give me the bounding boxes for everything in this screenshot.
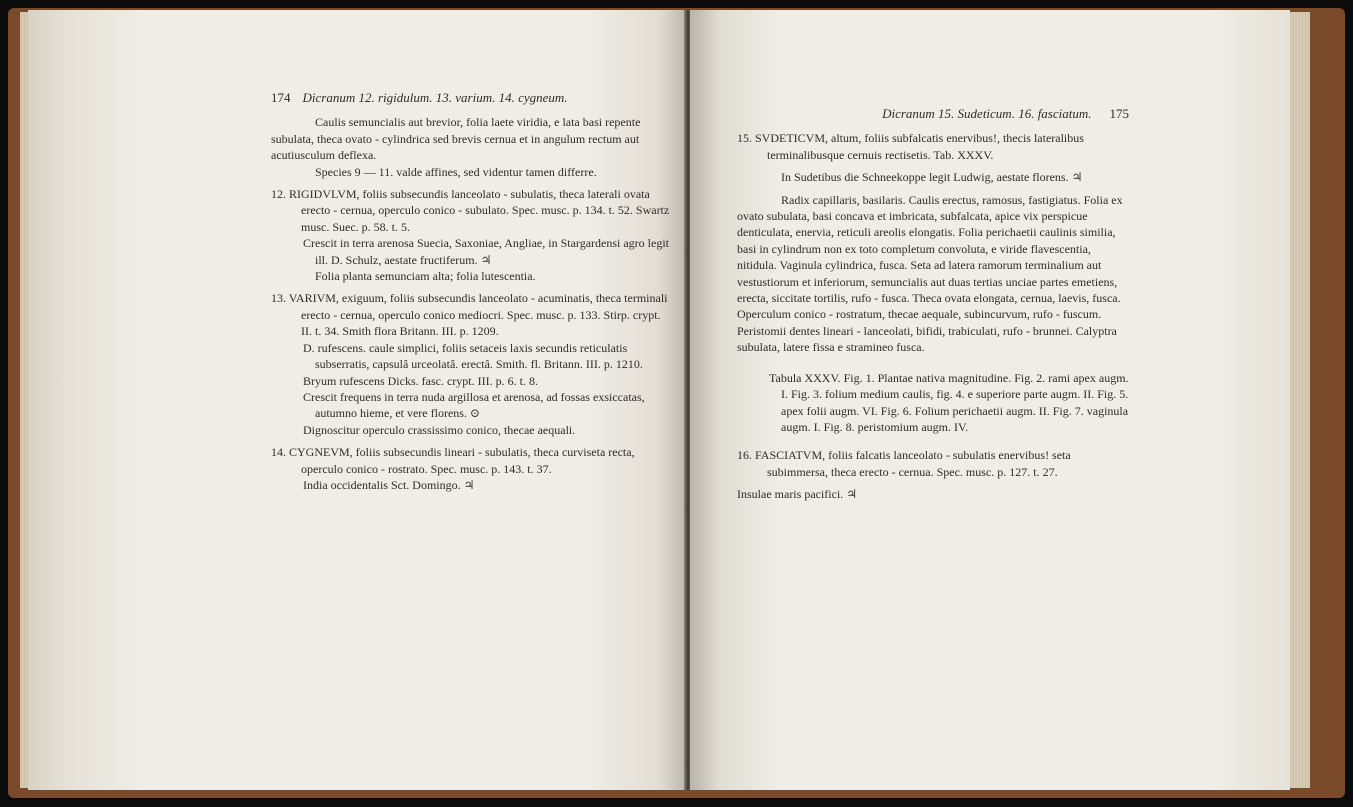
left-running-head	[271, 90, 671, 106]
paragraph-caulis: Caulis semuncialis aut brevior, folia laete viridia, e lata basi repente subulata, theca ovato - cylindrica sed brevis cernua et in angulum rectum aut acutiusculum deflexa.	[271, 115, 641, 163]
paragraph-description: Radix capillaris, basilaris. Caulis erectus, ramosus, fastigiatus. Folia ex ovato subulata, basi concava et imbricata, subfalcata, apice vix perspicue denticulata, enervia, reticuli areolis elongatis. Folia perichaetii caulinis similia, basi in cylindrum non ex toto completum convoluta, e viride flavescentia, nitidula. Vaginula cylindrica, fusca. Seta ad latera ramorum terminalium aut vestustiorum et inferiorum, semuncialis aut duas tertias unciae partes emetiens, erecta, siccitate tortilis, rufo - fusca. Theca ovata elongata, cernua, laevis, fusca. Operculum conico - rostratum, thecae aequale, subincurvum, rufo - fuscum. Peristomii dentes lineari - lanceolati, bifidi, trabiculati, rufo - brunnei. Calyptra subulata, latere fissa e stramineo fusca.	[737, 192, 1123, 355]
paragraph-india: India occidentalis Sct. Domingo. ♃	[303, 477, 475, 492]
right-text-column	[737, 106, 1129, 503]
left-text-column	[271, 90, 671, 493]
paragraph-sudetibus: In Sudetibus die Schneekoppe legit Ludwig, aestate florens. ♃	[781, 170, 1083, 185]
entry-sudeticum: 15. SVDETICVM, altum, foliis subfalcatis enervibus!, thecis lateralibus terminalibusque cernuis rectisetis. Tab. XXXV.	[737, 131, 1084, 162]
paragraph-crescit-varium: Crescit frequens in terra nuda argillosa et arenosa, ad fossas exsiccatas, autumno hieme, et vere florens. ⊙	[303, 389, 645, 421]
left-head-title: Dicranum 12. rigidulum. 13. varium. 14. cygneum.	[302, 90, 568, 105]
left-page	[28, 10, 686, 790]
paragraph-species: Species 9 — 11. valde affines, sed videntur tamen differre.	[315, 164, 597, 179]
right-running-head	[737, 106, 1129, 122]
paragraph-tabula: Tabula XXXV. Fig. 1. Plantae nativa magnitudine. Fig. 2. rami apex augm. I. Fig. 3. folium medium caulis, fig. 4. e superiore parte augm. II. Fig. 5. apex folii augm. VI. Fig. 6. Folium perichaetii augm. II. Fig. 7. vaginula augm. I. Fig. 8. peristomium augm. IV.	[769, 370, 1129, 434]
right-head-title: Dicranum 15. Sudeticum. 16. fasciatum.	[882, 106, 1092, 121]
right-page	[690, 10, 1290, 790]
paragraph-dignoscitur: Dignoscitur operculo crassissimo conico, thecae aequali.	[303, 422, 576, 437]
paragraph-insulae: Insulae maris pacifici. ♃	[737, 487, 858, 502]
entry-varium: 13. VARIVM, exiguum, foliis subsecundis lanceolato - acuminatis, theca terminali erecto - cernua, operculo conico mediocri. Spec. musc. p. 133. Stirp. crypt. II. t. 34. Smith flora Britann. III. p. 1209.	[271, 291, 668, 339]
left-page-number: 174	[271, 90, 291, 105]
paragraph-rufescens: D. rufescens. caule simplici, foliis setaceis laxis secundis reticulatis subserratis, capsulâ urceolatâ. erectâ. Smith. fl. Britann. III. p. 1210.	[303, 340, 643, 372]
paragraph-bryum: Bryum rufescens Dicks. fasc. crypt. III. p. 6. t. 8.	[303, 373, 538, 388]
paragraph-crescit-rigidulum: Crescit in terra arenosa Suecia, Saxoniae, Angliae, in Stargardensi agro legit ill. D. Schulz, aestate fructiferum. ♃	[303, 236, 669, 267]
entry-rigidulum: 12. RIGIDVLVM, foliis subsecundis lanceolato - subulatis, theca laterali ovata erecto - cernua, operculo conico - subulato. Spec. musc. p. 134. t. 52. Swartz musc. Suec. p. 58. t. 5.	[271, 187, 670, 234]
right-page-number: 175	[1109, 106, 1129, 121]
paragraph-folia: Folia planta semunciam alta; folia lutescentia.	[315, 269, 536, 284]
entry-cygneum: 14. CYGNEVM, foliis subsecundis lineari - subulatis, theca curviseta recta, operculo conico - rostrato. Spec. musc. p. 143. t. 37.	[271, 445, 635, 476]
entry-fasciatum: 16. FASCIATVM, foliis falcatis lanceolato - subulatis enervibus! seta subimmersa, theca erecto - cernua. Spec. musc. p. 127. t. 27.	[737, 448, 1071, 479]
